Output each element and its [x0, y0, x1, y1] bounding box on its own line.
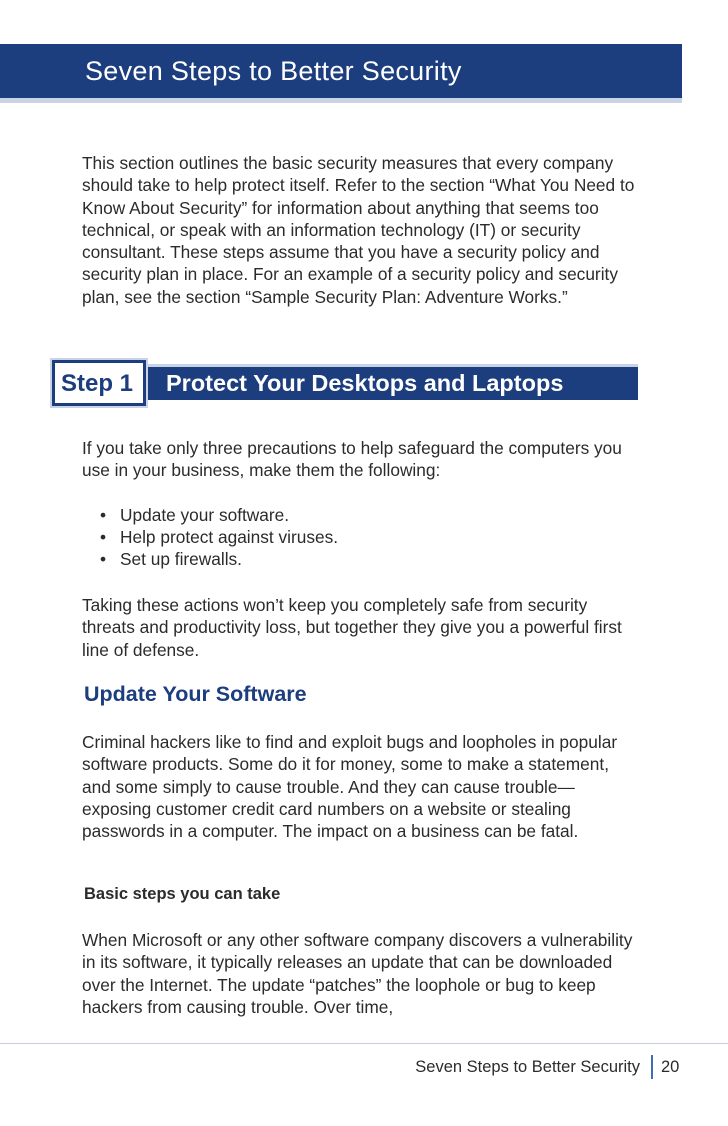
section-body2-paragraph: When Microsoft or any other software company discovers a vulnerability in its software, it typically releases an update that can be downloaded over the Internet. The update “patches” the loophole or bug to keep hackers from causing trouble. Over time,	[82, 930, 633, 1017]
footer-title: Seven Steps to Better Security	[415, 1058, 640, 1076]
section-body-paragraph: Criminal hackers like to find and exploit bugs and loopholes in popular software products. Some do it for money, some to make a statement, and some simply to cause trouble. And they can cause trouble—exposing customer credit card numbers on a website or stealing passwords in a computer. The impact on a business can be fatal.	[82, 732, 618, 842]
bullet-icon: •	[100, 505, 107, 525]
page-header-banner	[0, 44, 682, 103]
list-item	[100, 527, 338, 549]
step-intro-paragraph: If you take only three precautions to help safeguard the computers you use in your business, make them the following:	[82, 438, 622, 481]
footer-separator	[651, 1055, 653, 1079]
list-item	[100, 505, 338, 527]
precautions-list	[100, 505, 338, 570]
bullet-icon: •	[100, 548, 107, 569]
list-item-text: Set up firewalls.	[120, 548, 242, 569]
actions-paragraph: Taking these actions won’t keep you completely safe from security threats and productivity loss, but together they give you a powerful first line of defense.	[82, 595, 622, 660]
page-number: 20	[661, 1058, 680, 1076]
section-heading: Update Your Software	[84, 682, 307, 706]
step-label-box	[52, 360, 146, 406]
step-title-bar	[142, 364, 638, 400]
step-heading	[52, 360, 638, 406]
section-subheading: Basic steps you can take	[84, 885, 281, 903]
page-header-title: Seven Steps to Better Security	[85, 56, 462, 86]
list-item-text: Help protect against viruses.	[120, 526, 339, 547]
bullet-icon: •	[100, 526, 107, 547]
list-item-text: Update your software.	[120, 505, 290, 525]
list-item	[100, 549, 338, 571]
intro-paragraph: This section outlines the basic security measures that every company should take to help protect itself. Refer to the section “What You Need to Know About Security” for information about anything that seems too technical, or speak with an information technology (IT) or security consultant. These steps assume that you have a security policy and security plan in place. For an example of a security policy and security plan, see the section “Sample Security Plan: Adventure Works.”	[82, 153, 635, 307]
step-label: Step 1	[61, 370, 134, 397]
step-title: Protect Your Desktops and Laptops	[166, 370, 564, 396]
footer-divider	[0, 1043, 728, 1044]
